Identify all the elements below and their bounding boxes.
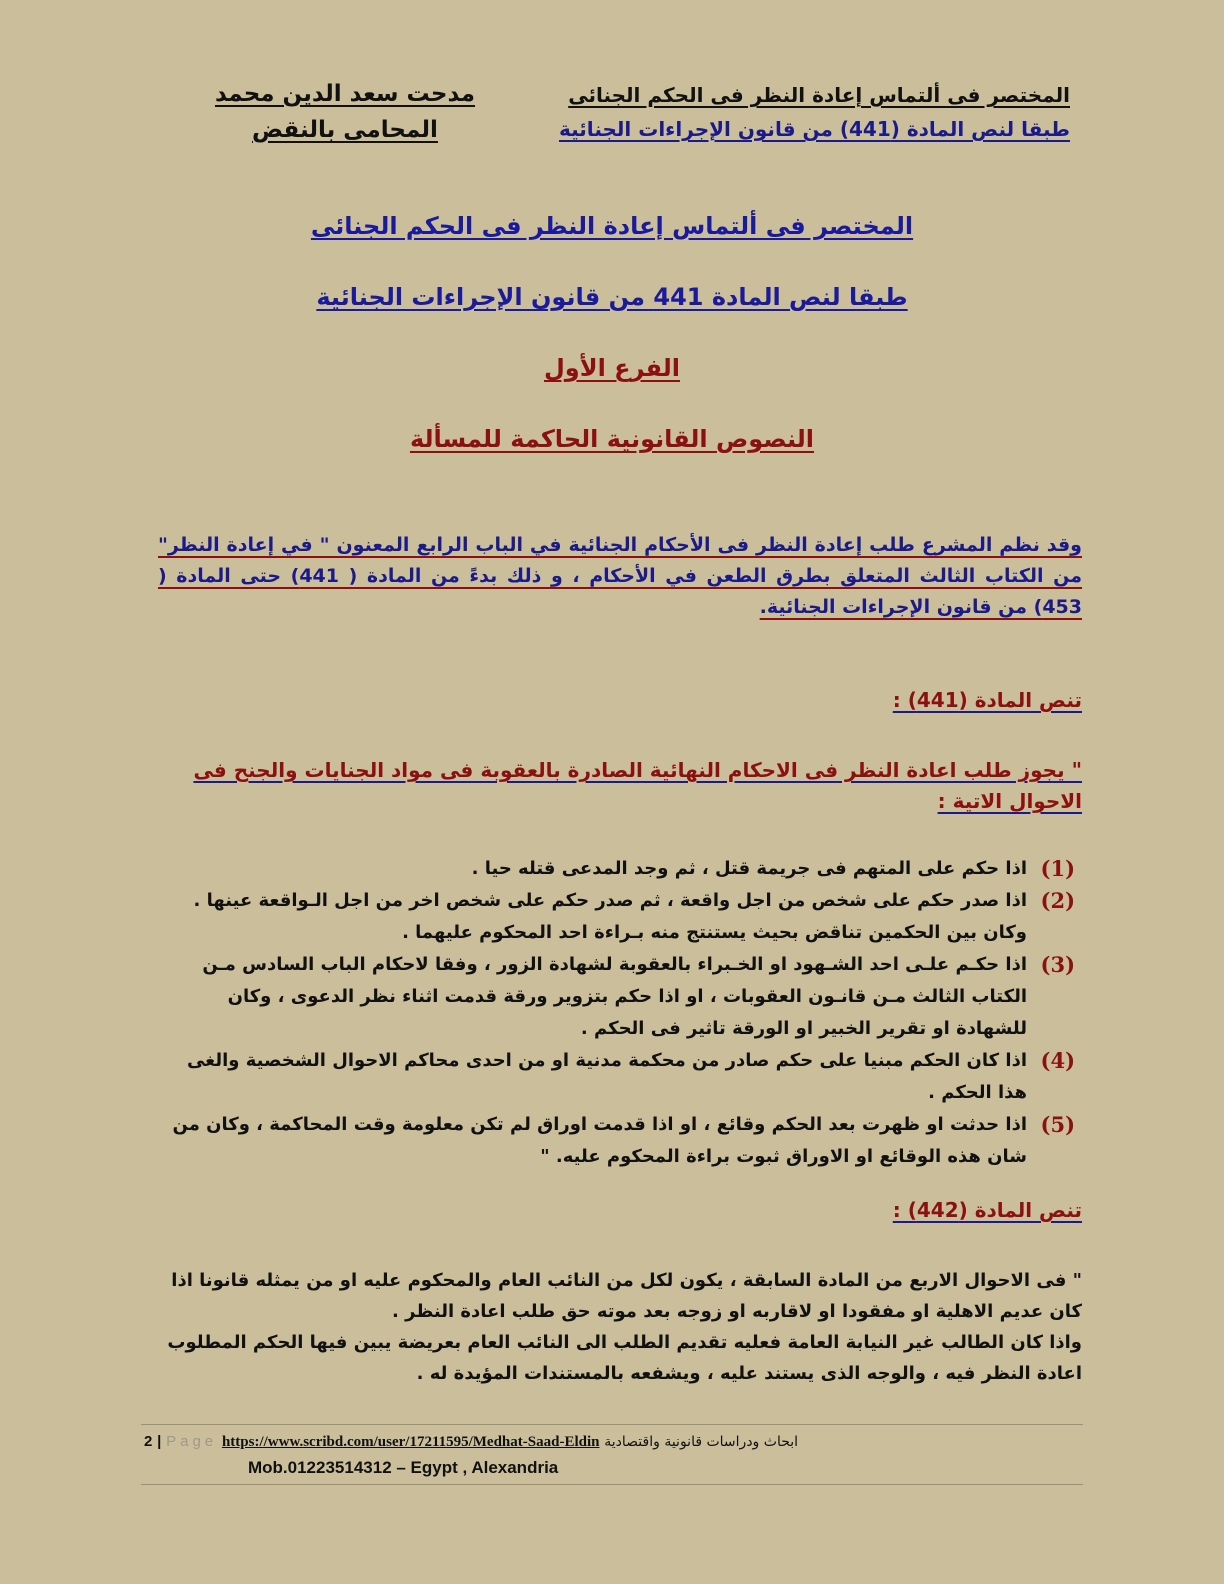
author-profile-link[interactable]: https://www.scribd.com/user/17211595/Medhat-Saad-Eldin [221,1434,600,1450]
list-item-number: (2) [1040,888,1075,913]
list-item-text: اذا حكم على المتهم فى جريمة قتل ، ثم وجد المدعى قتله حيا . [471,858,1027,879]
footer-contact: Mob.01223514312 – Egypt , Alexandria [248,1458,559,1477]
list-item-text: اذا كان الحكم مبنيا على حكم صادر من محكمة مدنية او من احدى محاكم الاحوال الشخصية والغى هذا الحكم . [186,1050,1027,1103]
list-item [160,885,1075,949]
article-442-heading: تنص المادة (442) : [892,1198,1082,1222]
page-label: Page [166,1433,218,1450]
list-item [160,1109,1075,1173]
main-title-1: المختصر فى ألتماس إعادة النظر فى الحكم الجنائى [310,212,914,240]
page-number: 2 [144,1433,153,1450]
article-442-paragraph-2: واذا كان الطالب غير النيابة العامة فعليه تقديم الطلب الى النائب العام بعريضة يبين فيها الحكم المطلوب اعادة النظر فيه ، والوجه الذى يستند عليه ، ويشفعه بالمستندات المؤيدة له . [167,1332,1082,1384]
article-442-text [158,1265,1082,1389]
list-item-text: اذا صدر حكم على شخص من اجل واقعة ، ثم صدر حكم على شخص اخر من اجل الـواقعة عينها . وكان بين الحكمين تناقض بحيث يستنتج منه بـراءة احد المحكوم عليهما . [193,890,1027,943]
header-document-title [550,78,1070,146]
list-item [160,949,1075,1045]
article-441-cases-list [160,853,1075,1173]
footer-tagline: ابحاث ودراسات قانونية واقتصادية [604,1434,799,1450]
header-title-line1: المختصر فى ألتماس إعادة النظر فى الحكم الجنائى [568,83,1070,107]
author-title: المحامى بالنقض [252,117,438,143]
list-item-number: (4) [1040,1048,1075,1073]
list-item-text: اذا حكـم علـى احد الشـهود او الخـبراء بالعقوبة لشهادة الزور ، وفقا لاحكام الباب السادس مـن الكتاب الثالث مـن قانـون العقوبات ، او اذا حكم بتزوير ورقة قدمت اثناء نظر الدعوى ، وكان للشهادة او تقرير الخبير او الورقة تاثير فى الحكم . [202,954,1027,1039]
list-item-number: (3) [1040,952,1075,977]
footer-line-1 [144,1428,1079,1455]
subsection-title: النصوص القانونية الحاكمة للمسألة [409,425,815,453]
header-title-line2: طبقا لنص المادة (441) من قانون الإجراءات الجنائية [559,117,1070,141]
list-item [160,853,1075,885]
list-item-number: (5) [1040,1112,1075,1137]
list-item-text: اذا حدثت او ظهرت بعد الحكم وقائع ، او اذا قدمت اوراق لم تكن معلومة وقت المحاكمة ، وكان من شان هذه الوقائع او الاوراق ثبوت براءة المحكوم عليه. " [172,1114,1027,1167]
page-footer [144,1428,1079,1481]
article-442-paragraph-1: " فى الاحوال الاربع من المادة السابقة ، يكون لكل من النائب العام والمحكوم عليه او من يمثله قانونا اذا كان عديم الاهلية او مفقودا او لاقاربه او زوجه بعد موته حق طلب اعادة النظر . [171,1270,1082,1322]
section-title: الفرع الأول [543,354,681,382]
article-441-quote: " يجوز طلب اعادة النظر فى الاحكام النهائية الصادرة بالعقوبة فى مواد الجنايات والجنح فى الاحوال الاتية : [193,758,1082,813]
page-separator: | [157,1433,162,1450]
author-name: مدحت سعد الدين محمد [214,81,476,107]
intro-paragraph: وقد نظم المشرع طلب إعادة النظر فى الأحكام الجنائية في الباب الرابع المعنون " في إعادة النظر" من الكتاب الثالث المتعلق بطرق الطعن في الأحكام ، و ذلك بدءً من المادة ( 441) حتى المادة ( 453) من قانون الإجراءات الجنائية. [158,534,1082,618]
article-441-heading: تنص المادة (441) : [892,688,1082,712]
list-item [160,1045,1075,1109]
footer-divider-bottom [141,1484,1083,1485]
list-item-number: (1) [1040,856,1075,881]
footer-divider-top [141,1424,1083,1425]
main-title-2: طبقا لنص المادة 441 من قانون الإجراءات الجنائية [316,283,908,311]
header-author [195,76,495,148]
